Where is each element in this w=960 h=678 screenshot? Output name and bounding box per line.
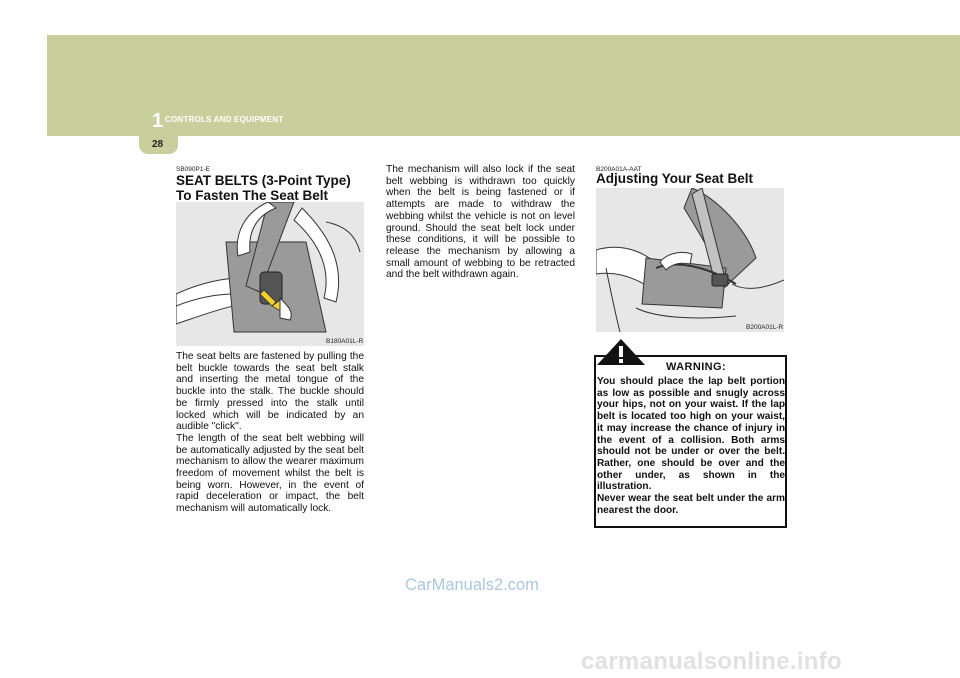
page-number: 28 <box>152 139 164 150</box>
footer-site-name: carmanualsonline.info <box>581 648 843 675</box>
mechanism-paragraph: The mechanism will also lock if the seat belt webbing is withdrawn too quickly when the belt is being fastened or if attempts are made to withdraw the webbing whilst the vehicle is not on level ground. Should the seat belt lock under these conditions, it will be possible to release the mechanism by allowing a small amount of webbing to be retracted and the belt withdrawn again. <box>386 164 575 281</box>
warning-paragraph-2: Never wear the seat belt under the arm nearest the door. <box>597 493 785 516</box>
heading-line-1: SEAT BELTS (3-Point Type) <box>176 173 351 188</box>
warning-paragraph: You should place the lap belt portion as low as possible and snugly across your hips, not on your waist. If the lap belt is located too high on your waist, it may increase the chance of injury in the event of a collision. Both arms should not be under or over the belt. Rather, one should be over and the other under, as shown in the illustration. <box>597 376 785 493</box>
paragraph-fasten: The seat belts are fastened by pulling the belt buckle towards the seat belt stalk and inserting the metal tongue of the buckle into the stalk. The buckle should be firmly pressed into the stalk until locked which will be indicated by an audible "click". <box>176 351 364 433</box>
adjust-belt-illustration <box>596 188 784 332</box>
section-code: B200A01A-AAT <box>596 166 642 173</box>
fasten-belt-illustration <box>176 202 364 346</box>
warning-text <box>597 376 785 516</box>
watermark-link[interactable]: CarManuals2.com <box>405 576 539 594</box>
body-paragraph <box>176 351 364 515</box>
warning-triangle-icon <box>596 338 646 366</box>
chapter-title: CONTROLS AND EQUIPMENT <box>165 115 284 124</box>
section-heading: Adjusting Your Seat Belt <box>596 171 754 186</box>
warning-title: WARNING: <box>666 361 727 373</box>
heading-line-2: To Fasten The Seat Belt <box>176 187 329 203</box>
figure-code: B200A01L-R <box>746 324 784 331</box>
section-heading <box>176 174 376 203</box>
adjust-belt-drawing <box>596 188 784 332</box>
section-code: SB090P1-E <box>176 166 210 173</box>
chapter-number: 1 <box>152 110 164 132</box>
fasten-belt-drawing <box>176 202 364 346</box>
figure-code: B180A01L-R <box>326 338 364 345</box>
paragraph-webbing: The length of the seat belt webbing will be automatically adjusted by the seat belt mechanism to allow the wearer maximum freedom of movement whilst the belt is being worn. However, in the event of rapid deceleration or impact, the belt mechanism will automatically lock. <box>176 432 364 515</box>
